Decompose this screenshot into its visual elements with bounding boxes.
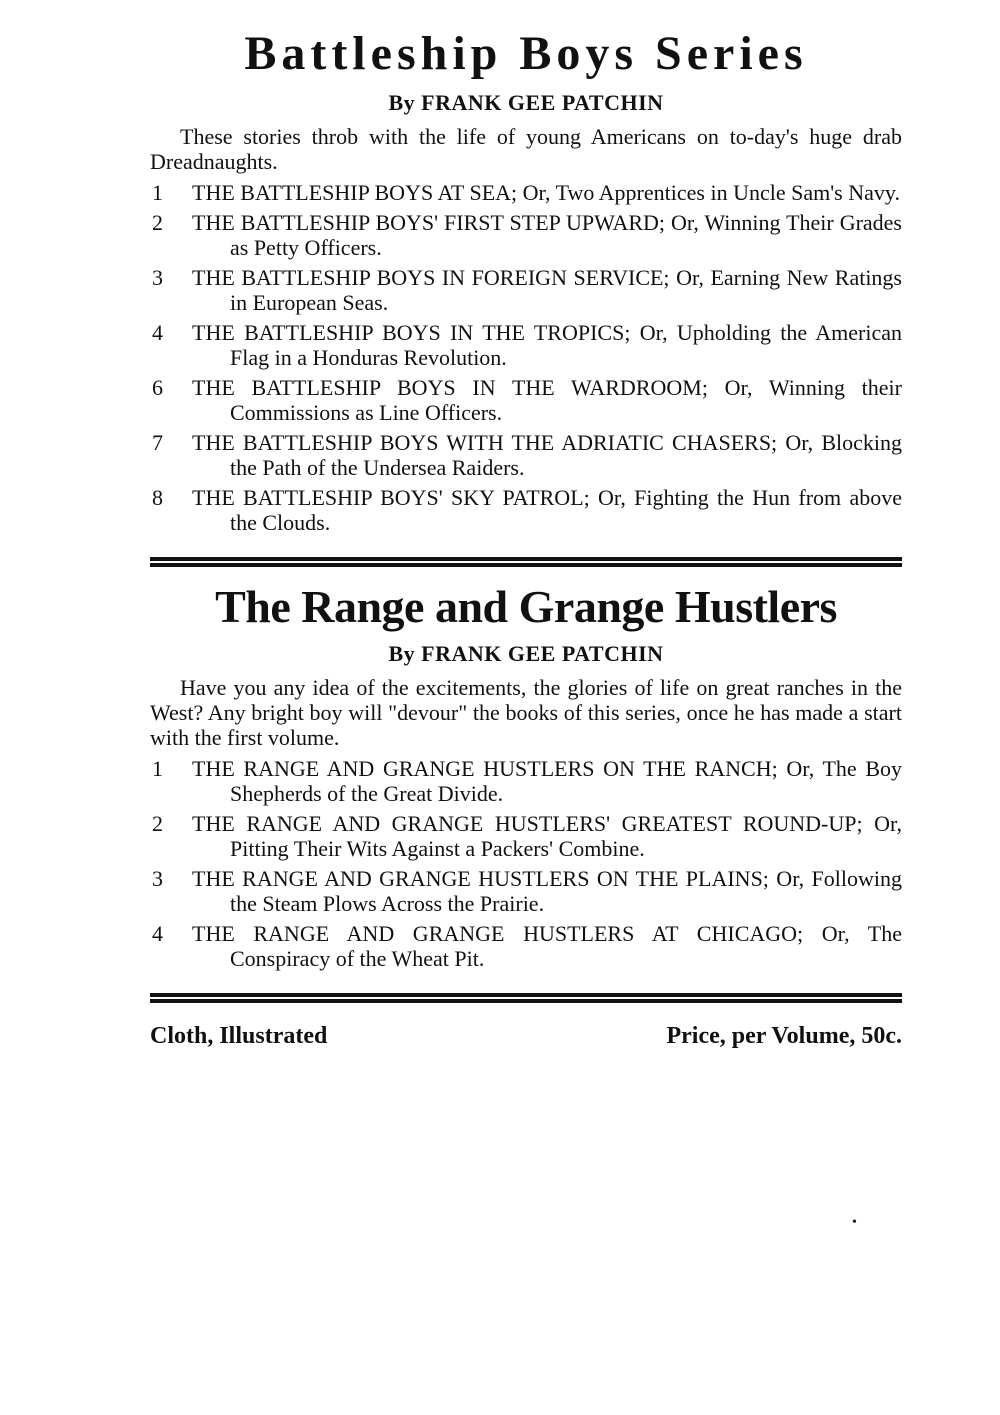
binding-label: Cloth, Illustrated [150,1023,328,1049]
list-item [150,756,902,806]
book-number: 8 [152,485,163,510]
list-item [150,210,902,260]
book-title: THE BATTLESHIP BOYS IN FOREIGN SERVICE; Or, Earning New Ratings in European Seas. [192,265,902,315]
list-item [150,320,902,370]
book-title: THE BATTLESHIP BOYS' SKY PATROL; Or, Fighting the Hun from above the Clouds. [192,485,902,535]
book-number: 1 [152,180,163,205]
price-label: Price, per Volume, 50c. [666,1023,902,1049]
book-number: 2 [152,210,163,235]
book-title: THE BATTLESHIP BOYS WITH THE ADRIATIC CHASERS; Or, Blocking the Path of the Undersea Raiders. [192,430,902,480]
book-title: THE BATTLESHIP BOYS AT SEA; Or, Two Apprentices in Uncle Sam's Navy. [192,180,900,205]
catalog-page [150,24,902,1051]
book-title: THE RANGE AND GRANGE HUSTLERS ON THE PLAINS; Or, Following the Steam Plows Across the Prairie. [192,866,902,916]
range-grange-series-title: The Range and Grange Hustlers [215,581,837,632]
list-item [150,485,902,535]
book-title: THE RANGE AND GRANGE HUSTLERS ON THE RANCH; Or, The Boy Shepherds of the Great Divide. [192,756,902,806]
battleship-series-title: Battleship Boys Series [244,27,808,80]
stray-mark: • [852,1215,857,1230]
book-number: 4 [152,320,163,345]
book-number: 3 [152,866,163,891]
footer-divider [150,993,902,1003]
book-number: 4 [152,921,163,946]
book-number: 6 [152,375,163,400]
book-title: THE RANGE AND GRANGE HUSTLERS AT CHICAGO; Or, The Conspiracy of the Wheat Pit. [192,921,902,971]
book-title: THE BATTLESHIP BOYS' FIRST STEP UPWARD; Or, Winning Their Grades as Petty Officers. [192,210,902,260]
book-number: 7 [152,430,163,455]
book-number: 3 [152,265,163,290]
battleship-book-list [150,180,902,535]
section-divider [150,557,902,567]
list-item [150,866,902,916]
list-item [150,811,902,861]
range-grange-byline: By FRANK GEE PATCHIN [388,641,664,666]
list-item [150,921,902,971]
book-number: 2 [152,811,163,836]
book-title: THE BATTLESHIP BOYS IN THE TROPICS; Or, Upholding the American Flag in a Honduras Revolution. [192,320,902,370]
list-item [150,375,902,425]
price-footer [150,1021,902,1051]
list-item [150,265,902,315]
range-grange-book-list [150,756,902,971]
range-grange-intro: Have you any idea of the excitements, the glories of life on great ranches in the West? Any bright boy will "devour" the books of this series, once he has made a start with the first volume. [150,675,902,750]
list-item [150,430,902,480]
battleship-intro: These stories throb with the life of young Americans on to-day's huge drab Dreadnaughts. [150,124,902,174]
book-title: THE BATTLESHIP BOYS IN THE WARDROOM; Or, Winning their Commissions as Line Officers. [192,375,902,425]
book-number: 1 [152,756,163,781]
book-title: THE RANGE AND GRANGE HUSTLERS' GREATEST ROUND-UP; Or, Pitting Their Wits Against a Packers' Combine. [192,811,902,861]
battleship-byline: By FRANK GEE PATCHIN [388,90,664,115]
list-item [150,180,902,205]
